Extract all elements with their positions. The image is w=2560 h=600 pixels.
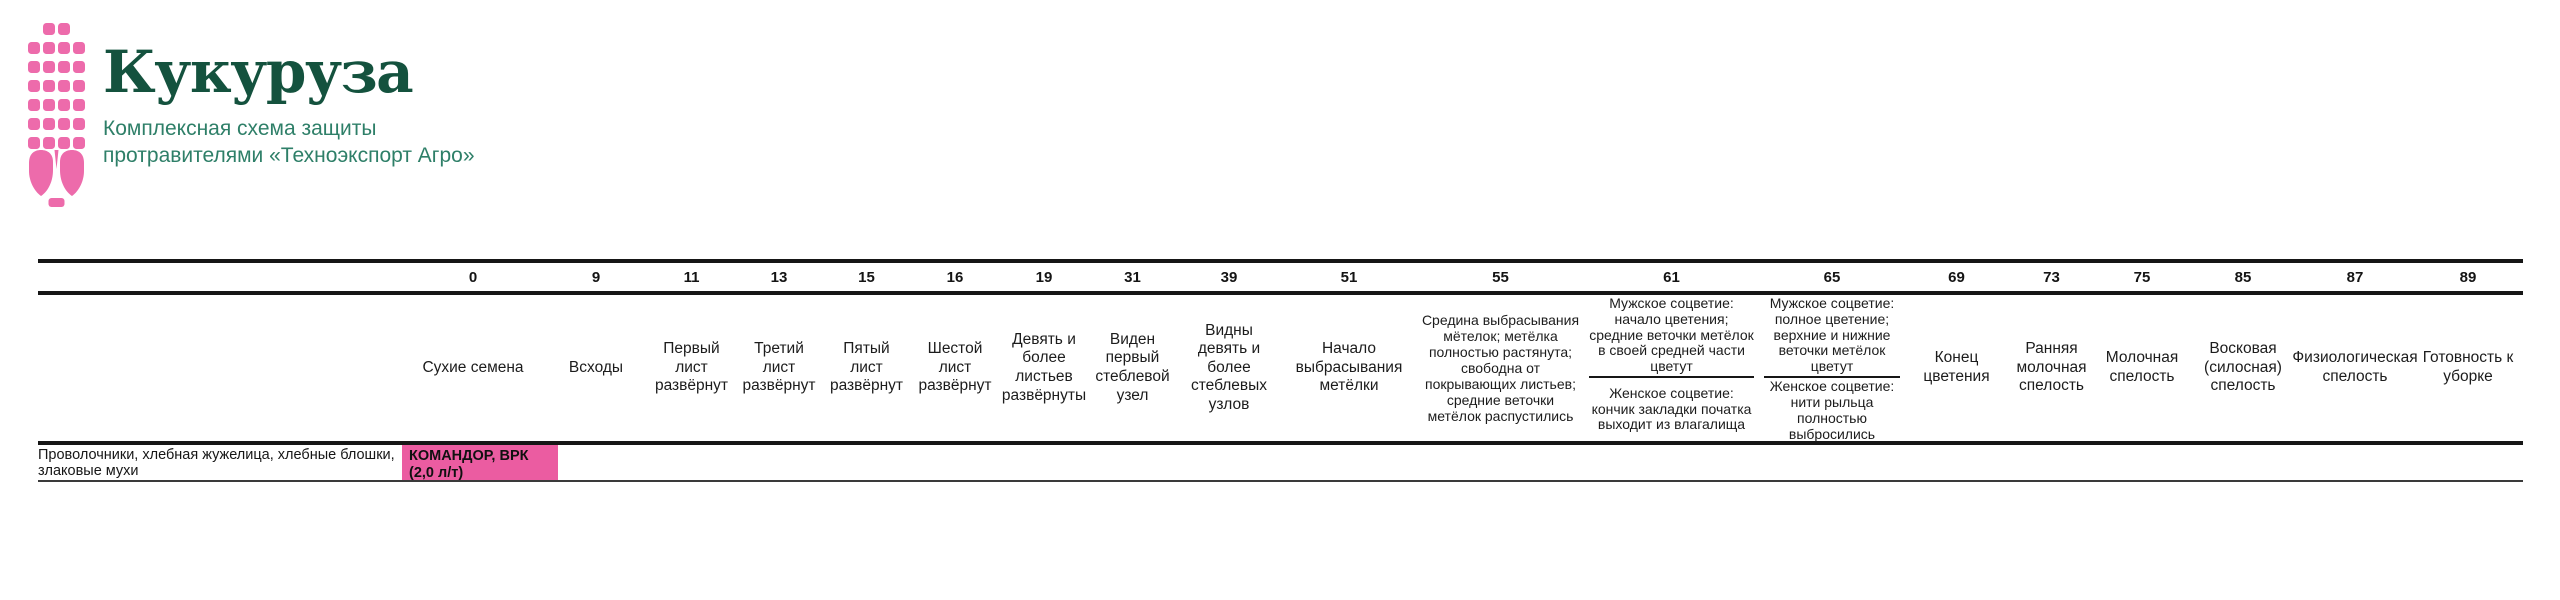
page-subtitle: Комплексная схема защиты протравителями «Техноэкспорт Агро» — [103, 116, 475, 167]
stage-description-female-inflorescence: Женское соцветие: кончик закладки початка выходит из влагалища — [1591, 384, 1752, 433]
stage-code: 87 — [2346, 268, 2364, 286]
corn-kernels — [28, 23, 85, 149]
product-name: КОМАНДОР, ВРК — [409, 448, 529, 464]
stage-code: 55 — [1492, 268, 1509, 286]
stage-description: Конец цветения — [1923, 349, 1990, 385]
stage-description: Виден первый стеблевой узел — [1095, 330, 1170, 404]
stage-description: Сухие семена — [422, 358, 524, 376]
stage-description: Физиологическая спелость — [2292, 349, 2418, 385]
stage-code: 85 — [2234, 268, 2252, 286]
stage-description: Ранняя молочная спелость — [2016, 340, 2087, 395]
stage-description: Начало выбрасывания метёлки — [1295, 340, 1403, 395]
header — [103, 38, 483, 170]
stage-description: Готовность к уборке — [2422, 349, 2514, 385]
stage-description — [1584, 295, 1759, 441]
stage-code: 39 — [1220, 268, 1238, 286]
corn-leaves — [29, 150, 84, 196]
stage-code: 9 — [591, 268, 601, 286]
stage-code: 51 — [1340, 268, 1358, 286]
stage-description: Третий лист развёрнут — [742, 340, 816, 395]
stage-description: Шестой лист развёрнут — [918, 340, 992, 395]
stage-code: 0 — [468, 268, 478, 286]
pest-list-label: Проволочники, хлебная жужелица, хлебные блошки, злаковые мухи — [38, 446, 395, 479]
stage-code: 75 — [2133, 268, 2151, 286]
stage-code: 11 — [683, 268, 700, 286]
stage-code: 15 — [858, 268, 875, 286]
stage-code: 89 — [2459, 268, 2477, 286]
treatment-row — [38, 445, 2523, 482]
stage-description-male-inflorescence: Мужское соцветие: полное цветение; верхние и нижние веточки метёлок цветут — [1769, 295, 1895, 375]
stage-code: 61 — [1663, 268, 1680, 286]
stage-descriptions-row — [38, 295, 2523, 445]
stage-code: 69 — [1948, 268, 1965, 286]
stage-codes-row — [38, 259, 2523, 295]
label-column-spacer — [38, 295, 402, 441]
stage-description: Всходы — [568, 358, 624, 376]
stage-code: 19 — [1035, 268, 1053, 286]
stage-description: Молочная спелость — [2105, 349, 2179, 385]
corn-logo-icon — [28, 23, 85, 207]
stage-description: Видны девять и более стеблевых узлов — [1190, 321, 1268, 413]
corn-stem — [49, 198, 65, 207]
stage-description: Средина выбрасывания мётелок; метёлка полностью растянута; свободна от покрывающих листьев; средние веточки метёлок распустились — [1421, 311, 1580, 425]
stage-description-female-inflorescence: Женское соцветие: нити рыльца полностью выбросились — [1769, 378, 1895, 442]
stage-code: 13 — [770, 268, 788, 286]
growth-stage-table — [38, 259, 2523, 482]
stage-code: 16 — [946, 268, 964, 286]
stage-description: Восковая (силосная) спелость — [2204, 340, 2282, 395]
page-title: Кукуруза — [103, 38, 413, 106]
stage-code: 31 — [1124, 268, 1141, 286]
stage-description-male-inflorescence: Мужское соцветие: начало цветения; средние веточки метёлок в своей средней части цветут — [1589, 295, 1754, 375]
stage-code: 73 — [2043, 268, 2060, 286]
stage-description: Первый лист развёрнут — [654, 340, 729, 395]
product-dose: (2,0 л/т) — [409, 465, 464, 482]
stage-description — [1759, 295, 1905, 441]
stage-description: Девять и более листьев развёрнуты — [1001, 330, 1087, 404]
product-cell — [402, 445, 558, 480]
stage-code: 65 — [1823, 268, 1841, 286]
stage-description: Пятый лист развёрнут — [829, 340, 904, 395]
